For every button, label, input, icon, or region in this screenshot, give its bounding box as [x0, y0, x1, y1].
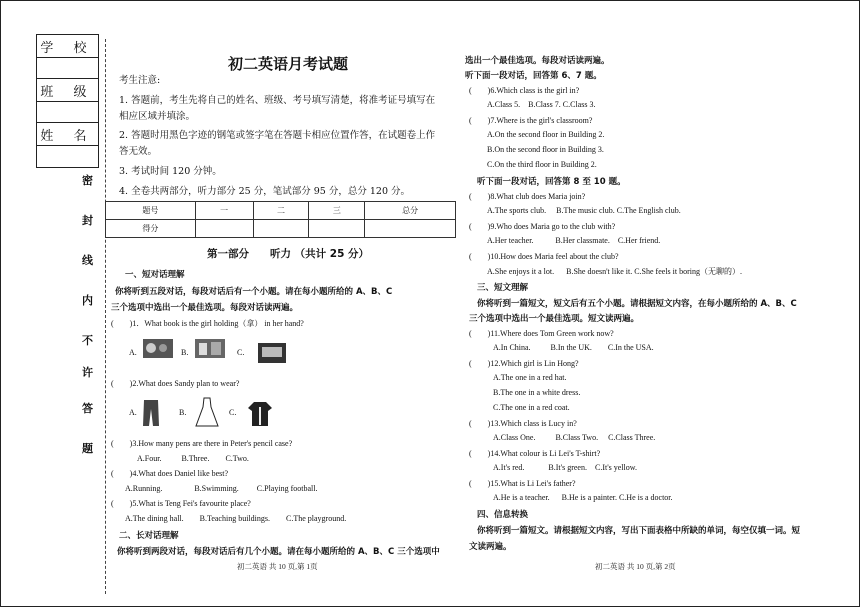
question-10-options: A.She enjoys it a lot. B.She doesn't like it. C.She feels it boring（无聊的）.: [487, 267, 742, 276]
jacket-icon: [247, 401, 273, 427]
section-heading: 三、短文理解: [477, 283, 529, 293]
question-8-options: A.The sports club. B.The music club. C.The English club.: [487, 206, 681, 215]
section-instruction: 三个选项中选出一个最佳选项。短文读两遍。: [469, 314, 640, 324]
question-10: ( )10.How does Maria feel about the club?: [469, 252, 619, 261]
seal-char: 密: [82, 174, 93, 187]
notice-heading: 考生注意:: [119, 75, 161, 86]
notice-item: 答无效。: [119, 146, 158, 157]
question-5: ( )5.What is Teng Fei's favourite place?: [111, 499, 251, 508]
dialogue-heading: 听下面一段对话，回答第 6、7 题。: [465, 71, 602, 81]
question-15: ( )15.What is Li Lei's father?: [469, 479, 576, 488]
question-8: ( )8.What club does Maria join?: [469, 192, 586, 201]
section-instruction: 你将听到五段对话，每段对话后有一个小题。请在每小题所给的 A、B、C: [115, 287, 393, 297]
school-label: 学 校: [37, 35, 98, 58]
table-row: [106, 220, 456, 238]
book-picture-icon: [141, 336, 175, 360]
question-13-options: A.Class One. B.Class Two. C.Class Three.: [493, 433, 656, 442]
question-6: ( )6.Which class is the girl in?: [469, 86, 580, 95]
table-row: [106, 202, 456, 220]
student-info-box: [36, 34, 99, 168]
table-header: 二: [253, 202, 309, 220]
seal-char: 封: [82, 214, 93, 227]
book-picture-icon: [193, 336, 227, 360]
table-header: 题号: [106, 202, 196, 220]
section-instruction: 选出一个最佳选项。每段对话读两遍。: [465, 56, 610, 66]
page-footer: 初二英语 共 10 页,第 1页: [237, 562, 318, 571]
seal-char: 许: [82, 366, 93, 379]
part-heading: 第一部分 听力 （共计 25 分）: [206, 248, 370, 260]
score-cell[interactable]: [195, 220, 253, 238]
section-instruction: 三个选项中选出一个最佳选项。每段对话读两遍。: [111, 303, 299, 313]
section-instruction: 文读两遍。: [469, 542, 512, 552]
notice-item: 1. 答题前，考生先将自己的姓名、班级、考号填写清楚，将准考证号填写在: [119, 95, 436, 106]
score-cell[interactable]: [253, 220, 309, 238]
table-row-label: 得分: [106, 220, 196, 238]
question-12: ( )12.Which girl is Lin Hong?: [469, 359, 579, 368]
notice-item: 4. 全卷共两部分，听力部分 25 分，笔试部分 95 分，总分 120 分。: [119, 186, 411, 197]
trousers-icon: [141, 399, 161, 427]
name-field[interactable]: [37, 146, 98, 167]
school-field[interactable]: [37, 58, 98, 79]
question-15-options: A.He is a teacher. B.He is a painter. C.He is a doctor.: [493, 493, 673, 502]
question-7-option-b: B.On the second floor in Building 3.: [487, 145, 604, 154]
table-header: 三: [309, 202, 365, 220]
dress-icon: [195, 397, 219, 427]
question-4: ( )4.What does Daniel like best?: [111, 469, 229, 478]
option-label: C.: [237, 348, 245, 357]
section-instruction: 你将听到一篇短文。请根据短文内容，写出下面表格中所缺的单词，每空仅填一词。短: [477, 526, 801, 536]
seal-dashed-line: [105, 39, 106, 594]
name-label: 姓 名: [37, 123, 98, 146]
question-14-options: A.It's red. B.It's green. C.It's yellow.: [493, 463, 638, 472]
dialogue-heading: 听下面一段对话，回答第 8 至 10 题。: [477, 177, 626, 187]
seal-char: 线: [82, 254, 93, 267]
notice-block: [119, 73, 457, 200]
option-label: A.: [129, 348, 137, 357]
section-heading: 四、信息转换: [477, 510, 529, 520]
option-label: B.: [179, 408, 187, 417]
book-picture-icon: [255, 341, 289, 365]
section-heading: 一、短对话理解: [125, 270, 185, 280]
question-12-option-c: C.The one in a red coat.: [493, 403, 570, 412]
question-5-options: A.The dining hall. B.Teaching buildings. C.The playground.: [125, 514, 347, 523]
notice-item: 相应区域并填涂。: [119, 111, 196, 122]
page-footer: 初二英语 共 10 页,第 2页: [595, 562, 676, 571]
table-header: 总分: [365, 202, 456, 220]
question-13: ( )13.Which class is Lucy in?: [469, 419, 577, 428]
option-label: A.: [129, 408, 137, 417]
section-instruction: 你将听到一篇短文，短文后有五个小题。请根据短文内容，在每小题所给的 A、B、C: [477, 299, 797, 309]
question-7-option-a: A.On the second floor in Building 2.: [487, 130, 605, 139]
question-11-options: A.In China. B.In the UK. C.In the USA.: [493, 343, 654, 352]
question-7: ( )7.Where is the girl's classroom?: [469, 116, 593, 125]
question-3-options: A.Four. B.Three. C.Two.: [137, 454, 249, 463]
notice-item: 2. 答题时用黑色字迹的钢笔或签字笔在答题卡相应位置作答，在试题卷上作: [119, 130, 436, 141]
class-field[interactable]: [37, 102, 98, 123]
question-6-options: A.Class 5. B.Class 7. C.Class 3.: [487, 100, 596, 109]
question-12-option-b: B.The one in a white dress.: [493, 388, 581, 397]
score-cell[interactable]: [365, 220, 456, 238]
question-4-options: A.Running. B.Swimming. C.Playing football.: [125, 484, 318, 493]
question-9-options: A.Her teacher. B.Her classmate. C.Her friend.: [487, 236, 661, 245]
section-heading: 二、长对话理解: [119, 531, 179, 541]
question-9: ( )9.Who does Maria go to the club with?: [469, 222, 616, 231]
option-label: C.: [229, 408, 237, 417]
question-2: ( )2.What does Sandy plan to wear?: [111, 379, 240, 388]
class-label: 班 级: [37, 79, 98, 102]
score-cell[interactable]: [309, 220, 365, 238]
option-label: B.: [181, 348, 189, 357]
seal-char: 不: [82, 334, 93, 347]
question-11: ( )11.Where does Tom Green work now?: [469, 329, 614, 338]
question-7-option-c: C.On the third floor in Building 2.: [487, 160, 597, 169]
exam-title: 初二英语月考试题: [227, 55, 348, 73]
question-14: ( )14.What colour is Li Lei's T-shirt?: [469, 449, 601, 458]
seal-char: 答: [82, 402, 93, 415]
seal-char: 内: [82, 294, 93, 307]
seal-char: 题: [82, 442, 93, 455]
table-header: 一: [195, 202, 253, 220]
score-table: [105, 201, 456, 238]
section-instruction: 你将听到两段对话，每段对话后有几个小题。请在每小题所给的 A、B、C 三个选项中: [117, 547, 440, 557]
question-12-option-a: A.The one in a red hat.: [493, 373, 567, 382]
question-3: ( )3.How many pens are there in Peter's pencil case?: [111, 439, 293, 448]
question-1: ( )1．What book is the girl holding（拿） in her hand?: [111, 319, 304, 328]
notice-item: 3. 考试时间 120 分钟。: [119, 166, 222, 177]
